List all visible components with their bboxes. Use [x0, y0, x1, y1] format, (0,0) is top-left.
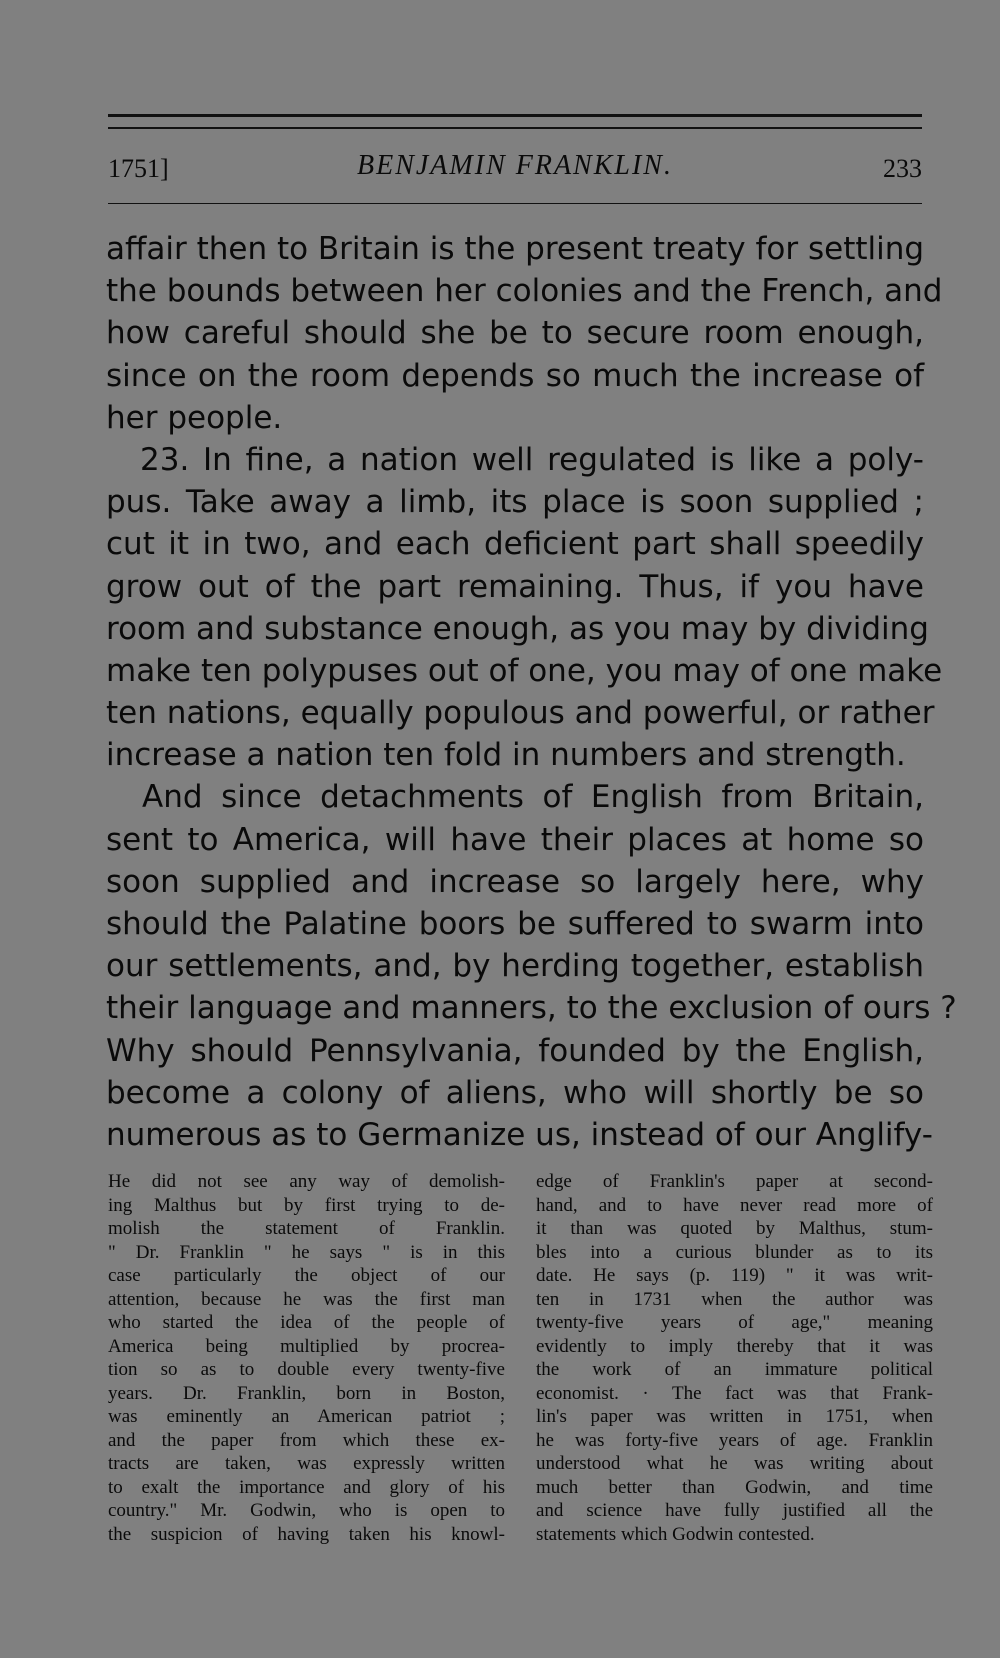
body-line: And since detachments of English from Britain, — [142, 779, 924, 816]
footnote-line: molish the statement of Franklin. — [108, 1218, 505, 1239]
footnote-line: evidently to imply thereby that it was — [536, 1335, 933, 1357]
footnote-line: much better than Godwin, and time — [536, 1476, 933, 1498]
header-rule-top — [108, 114, 922, 117]
footnote-line: twenty-five years of age," meaning — [536, 1312, 933, 1333]
footnote-line: and the paper from which these ex- — [108, 1429, 505, 1451]
body-line: how careful should she be to secure room enough, — [106, 315, 924, 352]
footnote-line: He did not see any way of demolish- — [108, 1171, 505, 1192]
footnote-column-left — [108, 1170, 505, 1546]
footnote-line: statements which Godwin contested. — [536, 1523, 815, 1545]
footnote — [108, 1170, 933, 1550]
running-head-date: 1751] — [108, 154, 169, 183]
footnote-line: tracts are taken, was expressly written — [108, 1453, 505, 1474]
footnote-line: understood what he was writing about — [536, 1453, 933, 1474]
body-line: affair then to Britain is the present treaty for settling — [106, 231, 925, 267]
footnote-line: the suspicion of having taken his knowl- — [108, 1523, 505, 1545]
running-head — [108, 150, 922, 190]
body-line: Why should Pennsylvania, founded by the English, — [106, 1032, 924, 1069]
body-line: since on the room depends so much the increase of — [106, 357, 924, 394]
footnote-line: ten in 1731 when the author was — [536, 1288, 933, 1310]
footnote-column-right — [536, 1170, 933, 1546]
footnote-line: case particularly the object of our — [108, 1265, 505, 1286]
body-line: the bounds between her colonies and the French, and — [106, 273, 943, 310]
body-line: sent to America, will have their places at home so — [106, 821, 924, 858]
footnote-line: the work of an immature political — [536, 1359, 933, 1380]
body-line: our settlements, and, by herding together, establish — [106, 948, 924, 985]
body-line: room and substance enough, as you may by dividing — [106, 610, 929, 647]
body-line: her people. — [106, 399, 283, 436]
header-rule-under — [108, 203, 922, 204]
body-line: pus. Take away a limb, its place is soon supplied ; — [106, 484, 924, 521]
body-line: should the Palatine boors be suffered to swarm into — [106, 906, 924, 942]
body-line: increase a nation ten fold in numbers and strength. — [106, 737, 906, 774]
footnote-line: was eminently an American patriot ; — [108, 1406, 505, 1427]
footnote-line: edge of Franklin's paper at second- — [536, 1171, 933, 1192]
running-head-title: BENJAMIN FRANKLIN. — [357, 150, 673, 181]
footnote-line: to exalt the importance and glory of his — [108, 1476, 505, 1498]
body-line: numerous as to Germanize us, instead of our Anglify- — [106, 1116, 933, 1153]
footnote-line: ing Malthus but by first trying to de- — [108, 1194, 505, 1216]
footnote-line: he was forty-five years of age. Franklin — [536, 1429, 933, 1451]
footnote-line: attention, because he was the first man — [108, 1288, 505, 1310]
footnote-line: lin's paper was written in 1751, when — [536, 1406, 933, 1427]
footnote-line: " Dr. Franklin " he says " is in this — [108, 1241, 505, 1263]
footnote-line: and science have fully justified all the — [536, 1500, 933, 1521]
page-number: 233 — [883, 154, 922, 183]
footnote-line: hand, and to have never read more of — [536, 1194, 933, 1216]
footnote-line: country." Mr. Godwin, who is open to — [108, 1500, 505, 1521]
body-line: their language and manners, to the exclusion of ours ? — [106, 990, 957, 1027]
footnote-line: date. He says (p. 119) " it was writ- — [536, 1265, 933, 1286]
body-text — [106, 228, 957, 1156]
body-line: ten nations, equally populous and powerful, or rather — [106, 695, 935, 732]
body-line: grow out of the part remaining. Thus, if you have — [106, 568, 924, 605]
footnote-line: tion so as to double every twenty-five — [108, 1359, 505, 1380]
footnote-line: America being multiplied by procrea- — [108, 1335, 505, 1357]
header-rule-second — [108, 127, 922, 129]
footnote-line: economist. · The fact was that Frank- — [536, 1382, 933, 1404]
footnote-line: who started the idea of the people of — [108, 1312, 505, 1333]
body-line: make ten polypuses out of one, you may of one make — [106, 652, 943, 689]
footnote-line: it than was quoted by Malthus, stum- — [536, 1218, 933, 1239]
body-line: soon supplied and increase so largely here, why — [106, 863, 924, 900]
body-line: 23. In fine, a nation well regulated is like a poly- — [140, 441, 924, 478]
body-line: become a colony of aliens, who will shortly be so — [106, 1074, 924, 1111]
footnote-line: years. Dr. Franklin, born in Boston, — [108, 1382, 505, 1404]
body-line: cut it in two, and each deficient part shall speedily — [106, 526, 924, 563]
footnote-line: bles into a curious blunder as to its — [536, 1241, 933, 1263]
